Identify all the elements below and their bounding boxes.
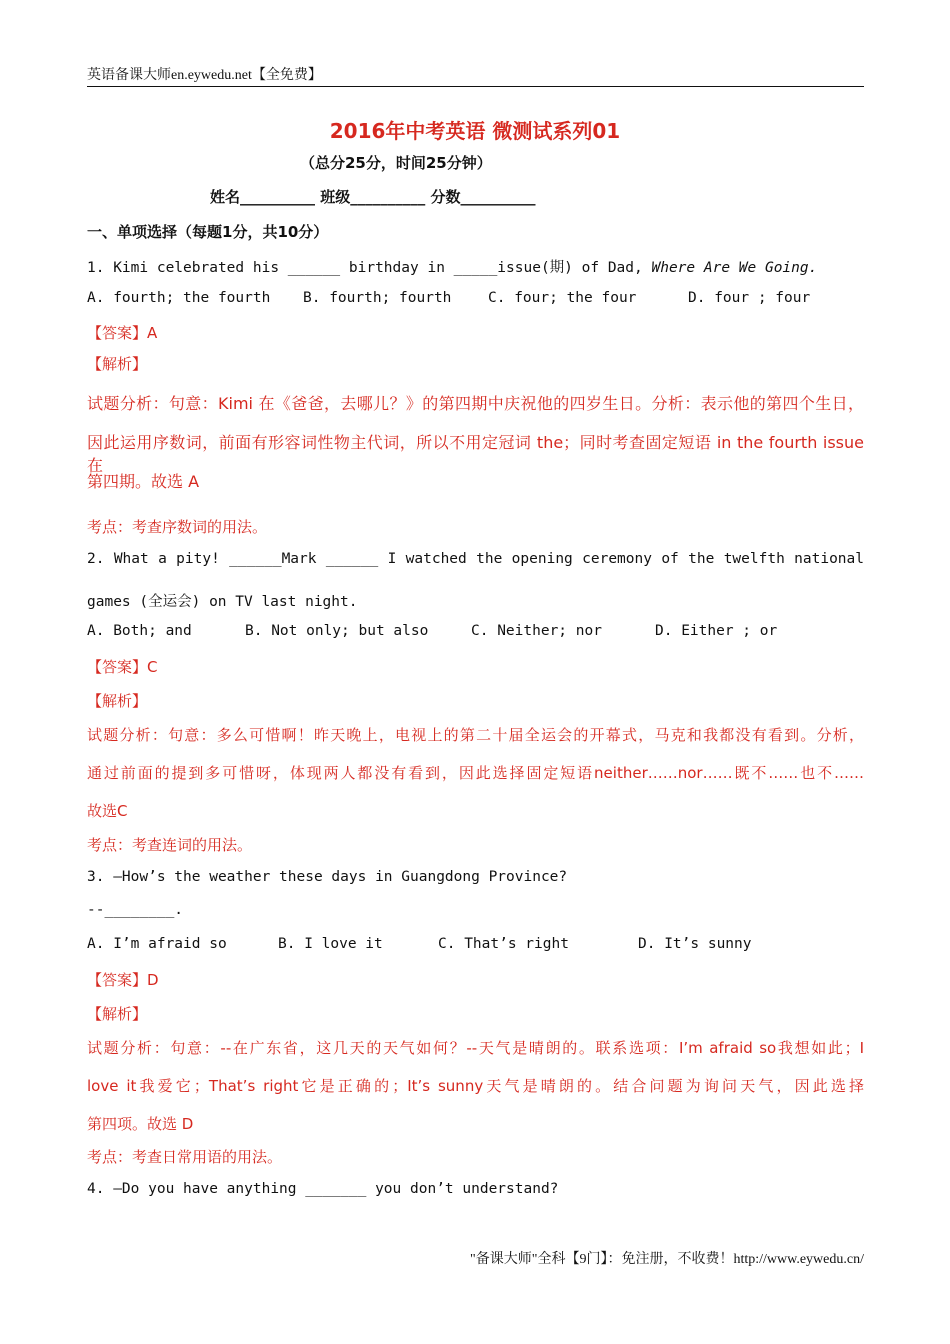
q3-point: 考点：考查日常用语的用法。: [87, 1148, 283, 1166]
q1-analysis-line: 因此运用序数词，前面有形容词性物主代词，所以不用定冠词 the；同时考查固定短语 in the fourth issue 在: [87, 433, 864, 475]
q3-option-b: B. I love it: [278, 936, 383, 952]
question-4-stem: 4. —Do you have anything _______ you don’t understand?: [87, 1181, 559, 1197]
q1-option-c: C. four; the four: [488, 290, 637, 306]
q2-analysis-label: 【解析】: [87, 692, 148, 710]
q2-analysis-line: 通过前面的提到多可惜呀，体现两人都没有看到，因此选择固定短语neither……nor……既不……也不……: [87, 764, 864, 782]
q1-analysis-label: 【解析】: [87, 355, 148, 373]
q2-point: 考点：考查连词的用法。: [87, 836, 253, 854]
question-1-text: 1. Kimi celebrated his ______ birthday in _____issue(期) of Dad,: [87, 260, 652, 276]
page-title: 2016年中考英语 微测试系列01: [329, 119, 621, 143]
section-heading: 一、单项选择（每题1分，共10分）: [87, 223, 329, 241]
student-info-line: 姓名__________ 班级__________ 分数__________: [210, 188, 536, 206]
question-3-stem: 3. —How’s the weather these days in Guangdong Province?: [87, 869, 568, 885]
q1-point: 考点：考查序数词的用法。: [87, 518, 268, 536]
q2-analysis-line: 故选C: [87, 802, 128, 820]
page-header: 英语备课大师en.eywedu.net【全免费】: [87, 68, 322, 83]
header-divider: [87, 86, 864, 87]
q2-answer: 【答案】C: [87, 658, 158, 676]
q2-option-b: B. Not only; but also: [245, 623, 429, 639]
page-subtitle: （总分25分，时间25分钟）: [300, 154, 492, 172]
q3-answer: 【答案】D: [87, 971, 159, 989]
q1-option-d: D. four ; four: [688, 290, 811, 306]
q2-option-d: D. Either ; or: [655, 623, 778, 639]
q1-analysis-line: 第四期。故选 A: [87, 472, 200, 491]
q3-option-a: A. I’m afraid so: [87, 936, 227, 952]
q3-analysis-line: 第四项。故选 D: [87, 1115, 194, 1133]
question-3-reply: --________.: [87, 902, 184, 918]
q2-option-a: A. Both; and: [87, 623, 192, 639]
page-footer: "备课大师"全科【9门】：免注册，不收费！http://www.eywedu.cn/: [470, 1252, 864, 1267]
q3-analysis-label: 【解析】: [87, 1005, 148, 1023]
q2-analysis-line: 试题分析：句意：多么可惜啊！昨天晚上，电视上的第二十届全运会的开幕式，马克和我都没有看到。分析，: [87, 726, 864, 744]
q3-option-d: D. It’s sunny: [638, 936, 752, 952]
question-2-stem: 2. What a pity! ______Mark ______ I watched the opening ceremony of the twelfth national: [87, 551, 864, 567]
q1-analysis-line: 试题分析：句意：Kimi 在《爸爸，去哪儿？》的第四期中庆祝他的四岁生日。分析：表示他的第四个生日，: [87, 394, 864, 413]
q2-option-c: C. Neither; nor: [471, 623, 602, 639]
question-1-title: Where Are We Going.: [651, 260, 818, 276]
q1-option-b: B. fourth; fourth: [303, 290, 452, 306]
q1-option-a: A. fourth; the fourth: [87, 290, 271, 306]
q3-analysis-line: 试题分析：句意：--在广东省，这几天的天气如何？--天气是晴朗的。联系选项：I’m afraid so我想如此；I: [87, 1039, 864, 1057]
q3-option-c: C. That’s right: [438, 936, 569, 952]
q1-answer: 【答案】A: [87, 324, 158, 342]
question-1-stem: [87, 256, 817, 277]
q3-analysis-line: love it我爱它；That’s right它是正确的；It’s sunny天气是晴朗的。结合问题为询问天气，因此选择: [87, 1077, 864, 1095]
question-2-stem-cont: games (全运会) on TV last night.: [87, 594, 358, 610]
